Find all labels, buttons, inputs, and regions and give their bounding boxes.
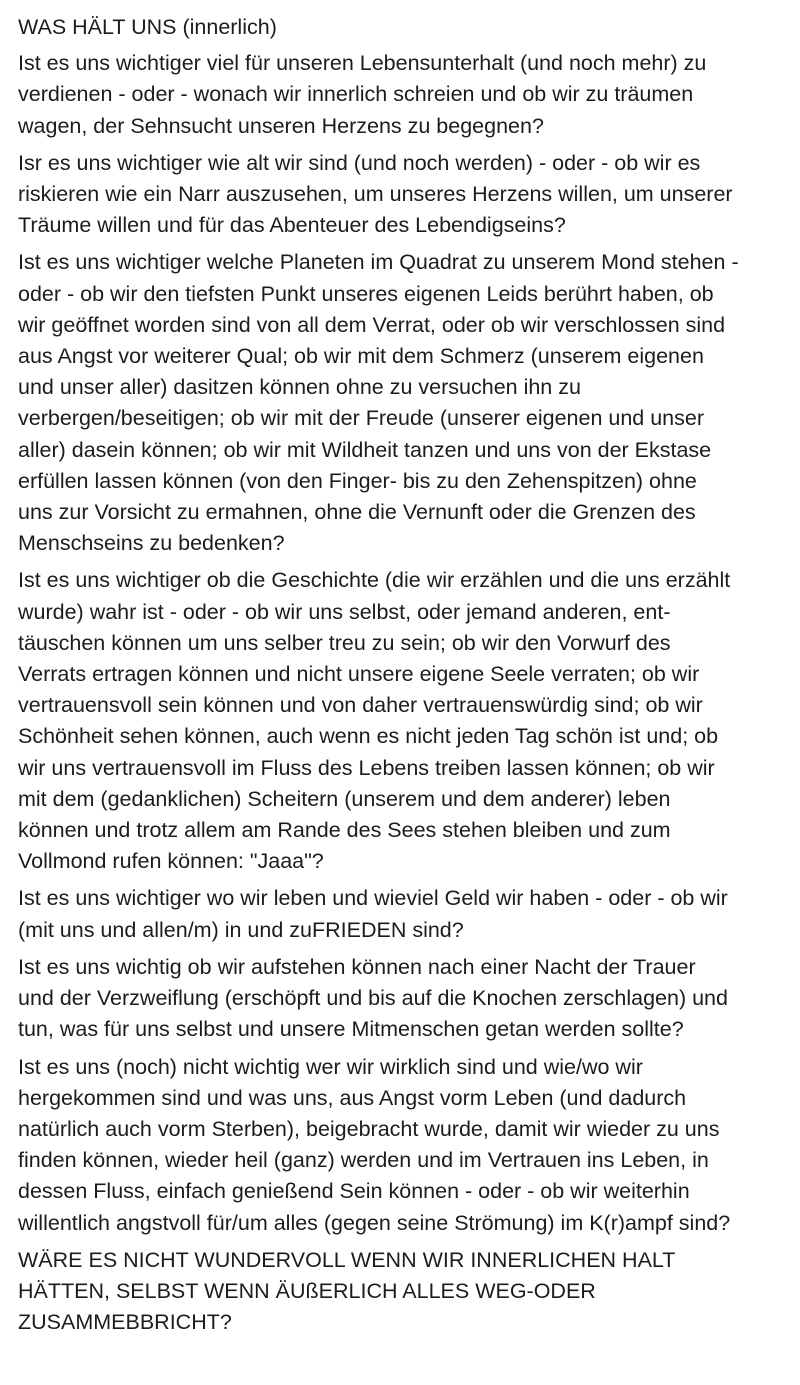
paragraph-6	[18, 952, 786, 1046]
text-line: oder - ob wir den tiefsten Punkt unseres eigenen Leids berührt haben, ob	[18, 281, 714, 306]
text-line: Ist es uns (noch) nicht wichtig wer wir wirklich sind und wie/wo wir	[18, 1054, 643, 1079]
paragraph-5	[18, 883, 786, 945]
text-line: Vollmond rufen können: "Jaaa"?	[18, 849, 324, 874]
text-line: uns zur Vorsicht zu ermahnen, ohne die Vernunft oder die Grenzen des	[18, 500, 696, 525]
paragraph-2	[18, 148, 786, 242]
text-line: erfüllen lassen können (von den Finger- bis zu den Zehenspitzen) ohne	[18, 468, 697, 493]
text-line: mit dem (gedanklichen) Scheitern (unserem und dem anderer) leben	[18, 786, 671, 811]
paragraph-3	[18, 247, 786, 559]
text-line: natürlich auch vorm Sterben), beigebracht wurde, damit wir wieder zu uns	[18, 1116, 720, 1141]
text-line: (mit uns und allen/m) in und zuFRIEDEN sind?	[18, 917, 464, 942]
text-line: und der Verzweiflung (erschöpft und bis auf die Knochen zerschlagen) und	[18, 986, 728, 1011]
post-title: WAS HÄLT UNS (innerlich)	[18, 15, 277, 39]
text-line: Ist es uns wichtiger ob die Geschichte (die wir erzählen und die uns erzählt	[18, 568, 731, 593]
text-line: Ist es uns wichtig ob wir aufstehen können nach einer Nacht der Trauer	[18, 954, 696, 979]
text-line: verdienen - oder - wonach wir innerlich schreien und ob wir zu träumen	[18, 82, 694, 107]
paragraph-1	[18, 48, 786, 142]
text-line: Verrats ertragen können und nicht unsere eigene Seele verraten; ob wir	[18, 662, 700, 687]
text-line: und unser aller) dasitzen können ohne zu versuchen ihn zu	[18, 375, 581, 400]
text-line: riskieren wie ein Narr auszusehen, um unseres Herzens willen, um unserer	[18, 182, 733, 207]
text-line: Ist es uns wichtiger viel für unseren Lebensunterhalt (und noch mehr) zu	[18, 51, 707, 76]
text-line: wagen, der Sehnsucht unseren Herzens zu begegnen?	[18, 113, 544, 138]
text-line: Schönheit sehen können, auch wenn es nicht jeden Tag schön ist und; ob	[18, 724, 719, 749]
text-line: WÄRE ES NICHT WUNDERVOLL WENN WIR INNERLICHEN HALT	[18, 1247, 676, 1272]
text-line: Isr es uns wichtiger wie alt wir sind (und noch werden) - oder - ob wir es	[18, 150, 701, 175]
text-line: ZUSAMMEBBRICHT?	[18, 1310, 232, 1335]
text-line: aus Angst vor weiterer Qual; ob wir mit dem Schmerz (unserem eigenen	[18, 344, 704, 369]
text-line: wir geöffnet worden sind von all dem Verrat, oder ob wir verschlossen sind	[18, 312, 726, 337]
text-line: HÄTTEN, SELBST WENN ÄUßERLICH ALLES WEG-ODER	[18, 1278, 596, 1303]
text-line: vertrauensvoll sein können und von daher vertrauenswürdig sind; ob wir	[18, 693, 703, 718]
paragraph-4	[18, 565, 786, 877]
text-line: tun, was für uns selbst und unsere Mitmenschen getan werden sollte?	[18, 1017, 684, 1042]
text-line: können und trotz allem am Rande des Sees stehen bleiben und zum	[18, 818, 671, 843]
text-line: willentlich angstvoll für/um alles (gegen seine Strömung) im K(r)ampf sind?	[18, 1210, 731, 1235]
text-line: dessen Fluss, einfach genießend Sein können - oder - ob wir weiterhin	[18, 1179, 690, 1204]
paragraph-7	[18, 1052, 786, 1239]
paragraph-8	[18, 1245, 786, 1339]
text-line: verbergen/beseitigen; ob wir mit der Freude (unserer eigenen und unser	[18, 406, 705, 431]
text-line: wir uns vertrauensvoll im Fluss des Lebens treiben lassen können; ob wir	[18, 755, 715, 780]
text-line: Träume willen und für das Abenteuer des Lebendigseins?	[18, 213, 566, 238]
text-line: wurde) wahr ist - oder - ob wir uns selbst, oder jemand anderen, ent-	[18, 599, 671, 624]
text-line: finden können, wieder heil (ganz) werden und im Vertrauen ins Leben, in	[18, 1148, 709, 1173]
text-line: hergekommen sind und was uns, aus Angst vorm Leben (und dadurch	[18, 1085, 687, 1110]
text-line: Menschseins zu bedenken?	[18, 531, 285, 556]
text-line: Ist es uns wichtiger welche Planeten im Quadrat zu unserem Mond stehen -	[18, 250, 739, 275]
text-line: aller) dasein können; ob wir mit Wildheit tanzen und uns von der Ekstase	[18, 437, 712, 462]
text-line: täuschen können um uns selber treu zu sein; ob wir den Vorwurf des	[18, 630, 671, 655]
text-line: Ist es uns wichtiger wo wir leben und wieviel Geld wir haben - oder - ob wir	[18, 886, 728, 911]
